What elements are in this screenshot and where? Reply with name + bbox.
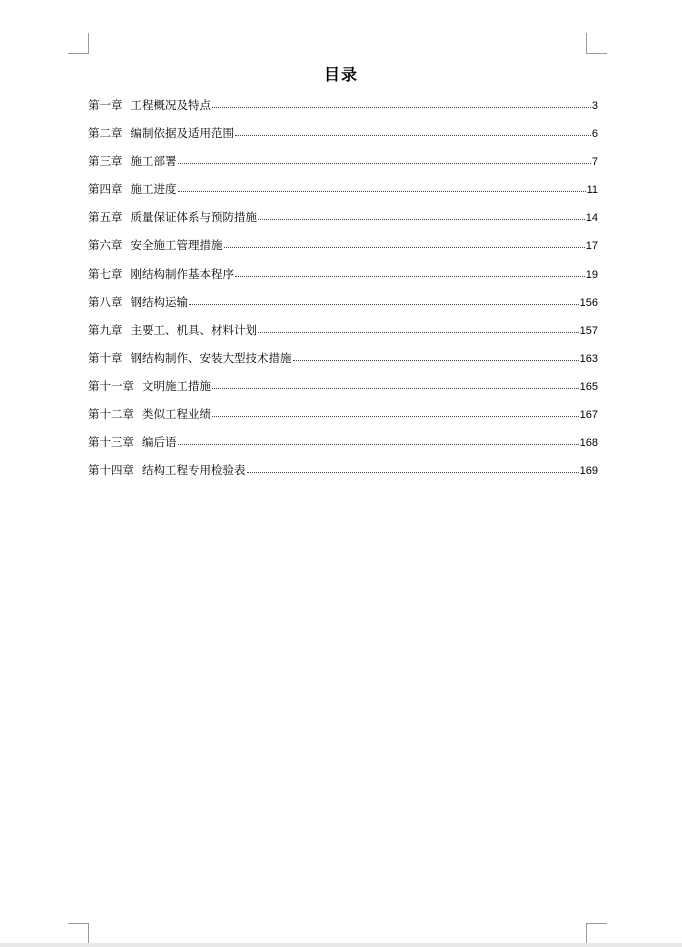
- toc-entry-title: 施工部署: [130, 154, 177, 169]
- toc-entry-title: 质量保证体系与预防措施: [130, 210, 257, 225]
- toc-entry-page-number: 167: [579, 409, 598, 422]
- toc-entry-dot-leader: [247, 472, 579, 473]
- toc-entry-chapter: 第五章: [88, 210, 123, 225]
- toc-entry-title: 编后语: [142, 435, 177, 450]
- toc-entry[interactable]: [88, 265, 598, 293]
- toc-entry-page-number: 3: [591, 100, 598, 112]
- toc-entry-chapter: 第十一章: [88, 378, 134, 393]
- toc-entry[interactable]: [88, 321, 598, 349]
- toc-entry-title: 施工进度: [130, 182, 177, 197]
- toc-entry-page-number: 156: [579, 296, 598, 309]
- toc-entry-chapter: 第二章: [88, 126, 123, 141]
- toc-list: [88, 96, 598, 489]
- toc-entry-title: 刚结构制作基本程序: [130, 266, 234, 281]
- toc-entry-chapter: 第八章: [88, 294, 123, 309]
- toc-entry-page-number: 14: [585, 212, 598, 225]
- toc-entry-chapter: 第七章: [88, 266, 123, 281]
- toc-entry-title: 编制依据及适用范围: [130, 126, 234, 141]
- toc-entry-dot-leader: [178, 444, 579, 445]
- toc-entry-dot-leader: [235, 276, 585, 277]
- toc-entry-page-number: 168: [579, 437, 598, 450]
- crop-mark-top-left: [68, 33, 89, 54]
- toc-entry-chapter: 第一章: [88, 98, 123, 112]
- toc-entry-page-number: 165: [579, 380, 598, 393]
- toc-entry[interactable]: [88, 236, 598, 264]
- toc-entry-dot-leader: [212, 107, 591, 108]
- toc-entry-title: 安全施工管理措施: [130, 238, 223, 253]
- toc-entry-title: 钢结构运输: [130, 294, 188, 309]
- toc-entry-title: 结构工程专用检验表: [142, 463, 246, 478]
- toc-entry-chapter: 第四章: [88, 182, 123, 197]
- toc-entry-page-number: 169: [579, 465, 598, 478]
- toc-entry-title: 类似工程业绩: [142, 407, 211, 422]
- toc-entry-title: 钢结构制作、安装大型技术措施: [130, 350, 292, 365]
- toc-entry-page-number: 163: [579, 352, 598, 365]
- crop-mark-top-right: [586, 33, 607, 54]
- toc-title: 目录: [323, 65, 358, 84]
- toc-entry-dot-leader: [189, 304, 579, 305]
- toc-entry-title: 主要工、机具、材料计划: [130, 322, 257, 337]
- toc-entry-title: 工程概况及特点: [130, 98, 211, 112]
- toc-entry-page-number: 6: [591, 128, 598, 141]
- toc-entry-chapter: 第十四章: [88, 463, 134, 478]
- toc-entry[interactable]: [88, 405, 598, 433]
- toc-entry-dot-leader: [258, 219, 585, 220]
- toc-entry-chapter: 第十三章: [88, 435, 134, 450]
- toc-entry-page-number: 11: [586, 184, 598, 197]
- toc-entry[interactable]: [88, 208, 598, 236]
- toc-entry-dot-leader: [178, 191, 586, 192]
- toc-entry[interactable]: [88, 377, 598, 405]
- toc-entry-dot-leader: [178, 163, 591, 164]
- toc-entry-dot-leader: [212, 416, 579, 417]
- toc-entry-chapter: 第十二章: [88, 407, 134, 422]
- page-bottom-edge: [0, 943, 682, 947]
- toc-entry[interactable]: [88, 293, 598, 321]
- toc-entry-chapter: 第三章: [88, 154, 123, 169]
- toc-entry[interactable]: [88, 124, 598, 152]
- toc-entry-chapter: 第十章: [88, 350, 123, 365]
- toc-entry-page-number: 7: [591, 156, 598, 169]
- crop-mark-bottom-left: [68, 923, 89, 944]
- toc-entry[interactable]: [88, 96, 598, 124]
- toc-entry-dot-leader: [212, 388, 579, 389]
- toc-entry[interactable]: [88, 180, 598, 208]
- toc-entry-chapter: 第六章: [88, 238, 123, 253]
- toc-entry-page-number: 19: [585, 268, 598, 281]
- toc-entry-dot-leader: [235, 135, 591, 136]
- toc-entry-chapter: 第九章: [88, 322, 123, 337]
- toc-entry[interactable]: [88, 461, 598, 489]
- toc-entry[interactable]: [88, 433, 598, 461]
- toc-entry-dot-leader: [293, 360, 579, 361]
- toc-entry-dot-leader: [258, 332, 579, 333]
- toc-entry[interactable]: [88, 349, 598, 377]
- toc-entry-page-number: 17: [585, 240, 598, 253]
- toc-entry-title: 文明施工措施: [142, 378, 211, 393]
- toc-entry-page-number: 157: [579, 324, 598, 337]
- toc-entry-dot-leader: [224, 247, 585, 248]
- toc-entry[interactable]: [88, 152, 598, 180]
- crop-mark-bottom-right: [586, 923, 607, 944]
